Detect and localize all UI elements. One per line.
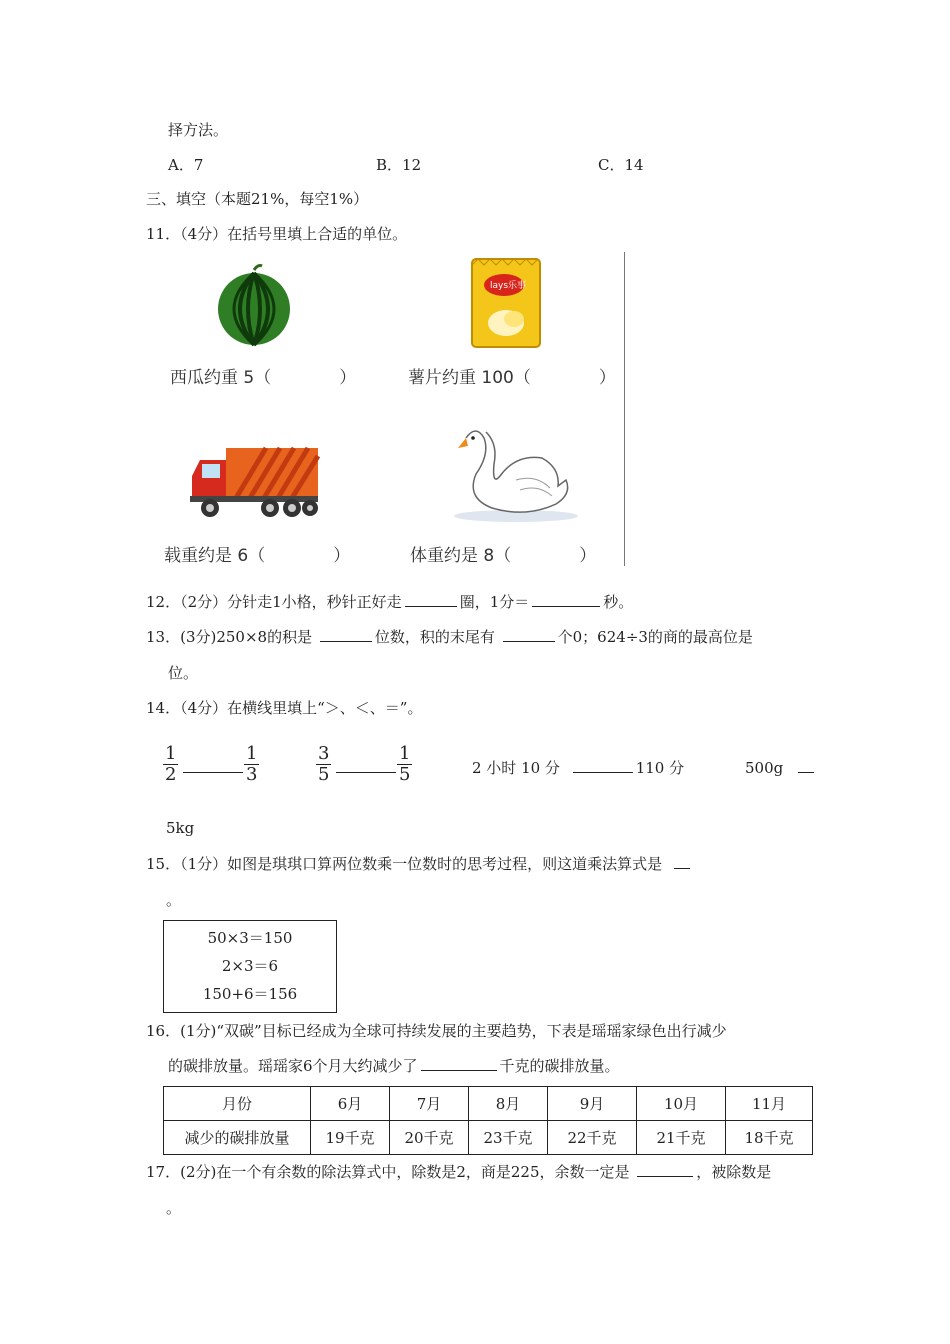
label-watermelon: 西瓜约重 5（ ） [170, 368, 357, 388]
q12-part1: 12．（2分）分针走1小格，秒针正好走 [146, 593, 402, 611]
q12-blank-1[interactable] [405, 591, 457, 607]
q16-line2a: 的碳排放量。瑶瑶家6个月大约减少了 [168, 1057, 418, 1075]
table-cell: 月份 [164, 1087, 311, 1121]
q16-line2b: 千克的碳排放量。 [499, 1057, 620, 1075]
table-cell: 10月 [637, 1087, 726, 1121]
q14-time-compare [472, 757, 684, 778]
q17-blank-1[interactable] [637, 1161, 693, 1177]
fraction-1-right: $\frac{1}{3}$ [246, 743, 258, 785]
question-15 [146, 853, 693, 874]
swan-icon [446, 424, 578, 524]
question-11-figure [162, 252, 625, 566]
option-a: A．7 [168, 156, 204, 174]
q15-end: 。 [166, 891, 182, 909]
q17-line2: 。 [166, 1199, 182, 1217]
table-row [164, 1121, 813, 1155]
q12-blank-2[interactable] [532, 591, 600, 607]
carbon-table [163, 1086, 813, 1155]
q13-blank-2[interactable] [503, 626, 555, 642]
question-14-text: 14．（4分）在横线里填上“＞、＜、＝”。 [146, 699, 423, 717]
q14-mass-a: 500g [745, 759, 784, 777]
fraction-2-right: $\frac{1}{5}$ [399, 743, 411, 785]
q15-text: 15．（1分）如图是琪琪口算两位数乘一位数时的思考过程，则这道乘法算式是 [146, 855, 663, 873]
q15-step-1: 50×3＝150 [207, 929, 293, 947]
q14-mass-a-row [745, 757, 817, 777]
question-12 [146, 591, 633, 612]
section-title: 三、填空（本题21%，每空1%） [146, 190, 369, 208]
table-cell: 11月 [726, 1087, 813, 1121]
question-13 [146, 626, 753, 647]
q17-part1: 17．(2分)在一个有余数的除法算式中，除数是2，商是225，余数一定是 [146, 1163, 635, 1181]
q14-blank-4[interactable] [798, 757, 814, 773]
table-cell: 6月 [311, 1087, 390, 1121]
option-b: B．12 [376, 156, 422, 174]
table-cell: 20千克 [390, 1121, 469, 1155]
q14-blank-3[interactable] [573, 757, 633, 773]
q15-calc-box [163, 920, 337, 1013]
q13-blank-1[interactable] [320, 626, 372, 642]
fraction-2-left: $\frac{3}{5}$ [318, 743, 330, 785]
q17-part2: ，被除数是 [696, 1163, 772, 1181]
chips-brand: lays乐事 [490, 281, 527, 291]
table-cell: 9月 [548, 1087, 637, 1121]
table-header-row [164, 1087, 813, 1121]
truck-icon [188, 446, 320, 520]
q13-line2: 位。 [168, 664, 199, 682]
q13-part2: 位数，积的末尾有 [374, 628, 500, 646]
label-chips: 薯片约重 100（ ） [408, 368, 616, 388]
label-swan: 体重约是 8（ ） [410, 546, 597, 566]
watermelon-icon [214, 262, 294, 348]
table-cell: 减少的碳排放量 [164, 1121, 311, 1155]
fraction-1-left: $\frac{1}{2}$ [165, 743, 177, 785]
continuation-text: 择方法。 [168, 121, 229, 139]
q14-time-b: 110 分 [635, 759, 685, 777]
label-truck: 载重约是 6（ ） [164, 546, 351, 566]
q16-blank[interactable] [421, 1055, 497, 1071]
q14-blank-2[interactable] [336, 772, 396, 773]
q12-part2: 圈，1分＝ [459, 593, 530, 611]
table-cell: 18千克 [726, 1121, 813, 1155]
table-cell: 22千克 [548, 1121, 637, 1155]
q15-blank[interactable] [674, 853, 690, 869]
option-c: C．14 [598, 156, 644, 174]
table-cell: 7月 [390, 1087, 469, 1121]
table-cell: 21千克 [637, 1121, 726, 1155]
q16-line1: 16．(1分)“双碳”目标已经成为全球可持续发展的主要趋势，下表是瑶瑶家绿色出行减少 [146, 1022, 727, 1040]
q14-mass-b: 5kg [166, 819, 195, 837]
q16-line2 [168, 1055, 620, 1076]
chips-bag-icon [470, 257, 542, 349]
q15-step-2: 2×3＝6 [221, 957, 279, 975]
q13-part3: 个0；624÷3的商的最高位是 [557, 628, 753, 646]
table-cell: 19千克 [311, 1121, 390, 1155]
q14-time-a: 2 小时 10 分 [472, 759, 560, 777]
q13-part1: 13．(3分)250×8的积是 [146, 628, 317, 646]
table-cell: 8月 [469, 1087, 548, 1121]
table-cell: 23千克 [469, 1121, 548, 1155]
question-11-text: 11．（4分）在括号里填上合适的单位。 [146, 225, 408, 243]
q12-part3: 秒。 [603, 593, 634, 611]
question-17 [146, 1161, 771, 1182]
q15-step-3: 150+6＝156 [202, 985, 298, 1003]
q14-blank-1[interactable] [183, 772, 243, 773]
